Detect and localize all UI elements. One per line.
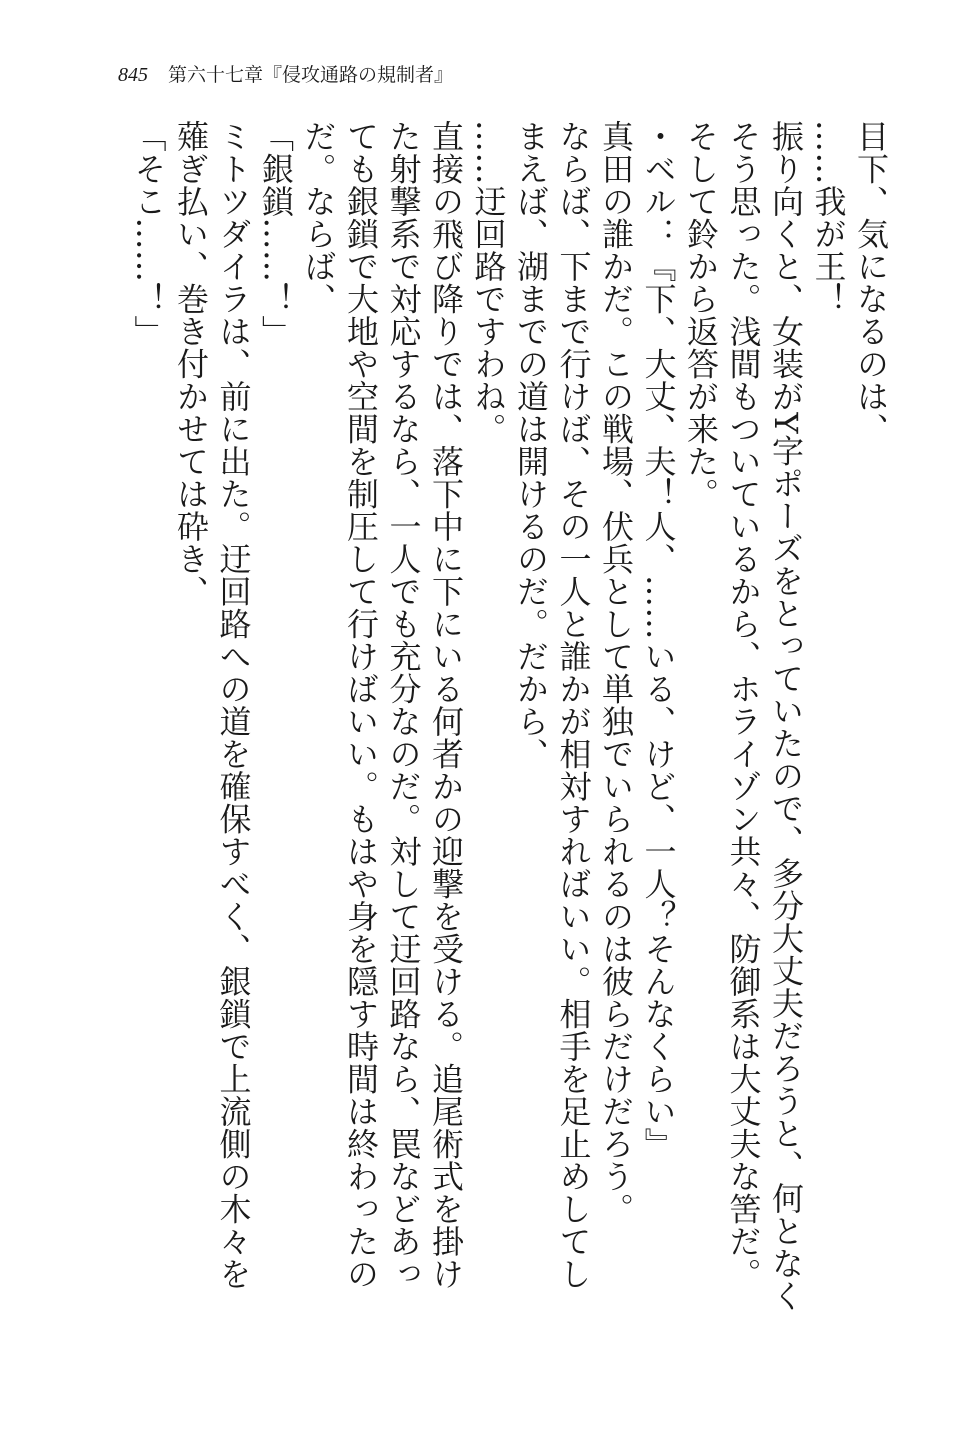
text-line: ……迂回路ですわね。 bbox=[469, 120, 508, 445]
text-line: 目下、気になるのは、 bbox=[852, 120, 890, 445]
text-line: ならば、下まで行けば、その一人と誰かが相対すればいい。相手を足止めしてしまえば、湖までの道は開けるのだ。だから、 bbox=[512, 120, 593, 1290]
vertical-body-text bbox=[82, 120, 892, 1320]
text-line: 振り向くと、女装がY字ポーズをとっていたので、多分大丈夫だろうと、何となくそう思った。浅間もついているから、ホライゾン共々、防御系は大丈夫な筈だ。 bbox=[724, 120, 805, 1312]
text-line: ・ベル：『下、大丈、夫！人、……いる、けど、一人？そんなくらい』 bbox=[639, 120, 678, 1160]
text-line: 「銀鎖……！」 bbox=[257, 120, 295, 348]
page-number: 845 bbox=[118, 64, 148, 86]
running-header bbox=[118, 60, 453, 90]
text-line: ……我が王！ bbox=[809, 120, 848, 315]
text-line: 真田の誰かだ。この戦場、伏兵として単独でいられるのは彼らだけだろう。 bbox=[597, 120, 635, 1225]
text-line: 直接の飛び降りでは、落下中に下にいる何者かの迎撃を受ける。追尾術式を掛けた射撃系で対応するなら、一人でも充分なのだ。対して迂回路なら、罠などあっても銀鎖で大地や空間を制圧して行けばいい。もはや身を隠す時間は終わったのだ。ならば、 bbox=[299, 120, 465, 1290]
chapter-title: 第六十七章『侵攻通路の規制者』 bbox=[168, 64, 454, 86]
text-line: 「そこ……！」 bbox=[129, 120, 168, 348]
text-line: そして鈴から返答が来た。 bbox=[682, 120, 720, 510]
text-line: ミトツダイラは、前に出た。迂回路への道を確保すべく、銀鎖で上流側の木々を薙ぎ払い、巻き付かせては砕き、 bbox=[172, 120, 253, 1290]
